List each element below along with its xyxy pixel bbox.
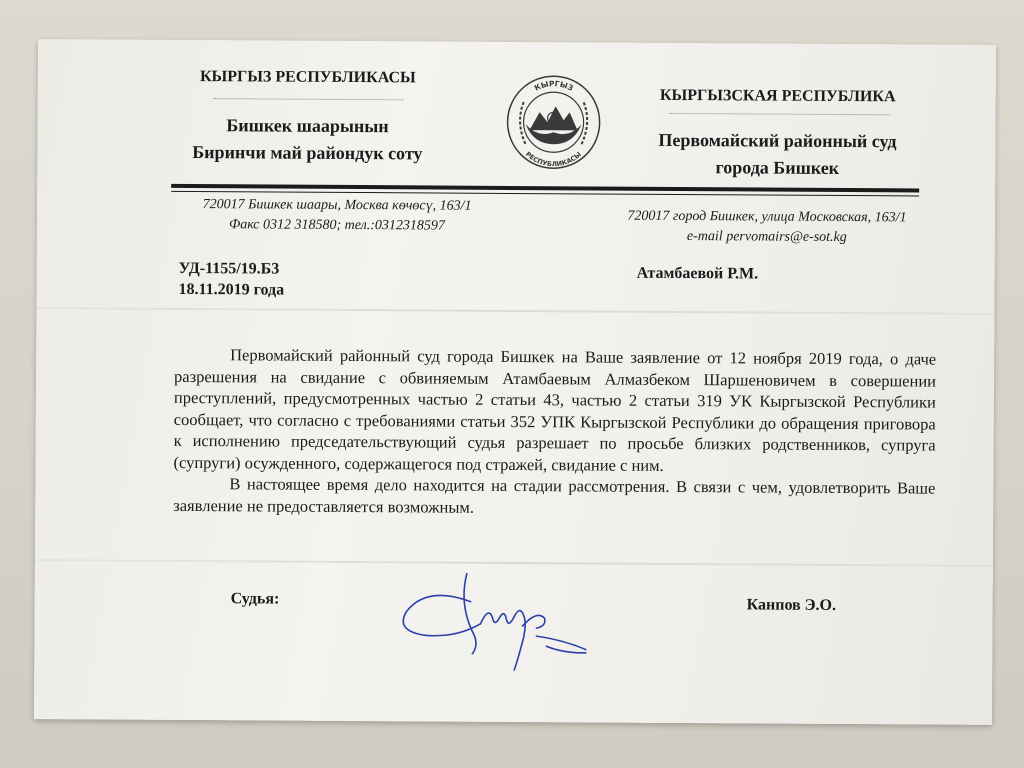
court-letter-sheet	[34, 39, 996, 725]
header-left-divider	[214, 98, 404, 100]
header-right-court-line2: города Бишкек	[715, 157, 840, 178]
handwritten-signature-icon	[396, 565, 587, 676]
address-left-line1: 720017 Бишкек шаары, Москва көчөсү, 163/1	[202, 197, 472, 214]
header-right-court-line1: Первомайский районный суд	[658, 129, 897, 152]
case-reference	[178, 258, 284, 301]
address-right-line2: e-mail pervomairs@e-sot.kg	[686, 229, 847, 246]
paper-fold-crease	[36, 307, 994, 315]
address-right-line1: 720017 город Бишкек, улица Московская, 163/1	[627, 208, 907, 226]
addressee: Атамбаевой Р.М.	[636, 264, 759, 283]
header-left-court-line1: Бишкек шаарынын	[226, 115, 389, 137]
address-left	[157, 195, 517, 237]
judge-name: Канпов Э.О.	[746, 596, 837, 614]
emblem-top-text: КЫРГЫЗ	[532, 79, 575, 93]
emblem-bottom-text: РЕСПУБЛИКАСЫ	[523, 150, 583, 169]
body-paragraph-2: В настоящее время дело находится на стадии рассмотрения. В связи с чем, удовлетворить Ваше заявление не предоставляется возможным.	[173, 474, 936, 517]
header-right-divider	[670, 113, 890, 115]
address-right	[597, 206, 937, 248]
case-number: УД-1155/19.Б3	[178, 259, 280, 278]
letter-body	[173, 344, 936, 521]
header-left-country: КЫРГЫЗ РЕСПУБЛИКАСЫ	[199, 68, 416, 87]
address-left-line2: Факс 0312 318580; тел.:0312318597	[228, 217, 445, 234]
letter-date: 18.11.2019 года	[178, 280, 285, 299]
header-left-court	[147, 112, 467, 168]
header-left-court-line2: Биринчи май райондук соту	[192, 142, 423, 164]
header-right-court	[617, 127, 937, 183]
signature-label: Судья:	[230, 590, 280, 608]
header-right-country: КЫРГЫЗСКАЯ РЕСПУБЛИКА	[659, 86, 896, 106]
svg-text:КЫРГЫЗ	[533, 79, 575, 93]
body-paragraph-1: Первомайский районный суд города Бишкек на Ваше заявление от 12 ноября 2019 года, о даче разрешения на свидание с обвиняемым Атамбаевым Алмазбеком Шаршеновичем в совершении преступлений, предусмотренных частью 2 статьи 43, частью 2 статьи 319 УК Кыргызской Республики сообщает, что согласно с требованиями статьи 352 УПК Кыргызской Республики до обращения приговора к исполнению председательствующий судья разрешает по просьбе близких родственников, супруга (супруги) осужденного, содержащегося под стражей, свидание с ним.	[173, 345, 937, 475]
state-emblem-icon	[503, 72, 604, 173]
